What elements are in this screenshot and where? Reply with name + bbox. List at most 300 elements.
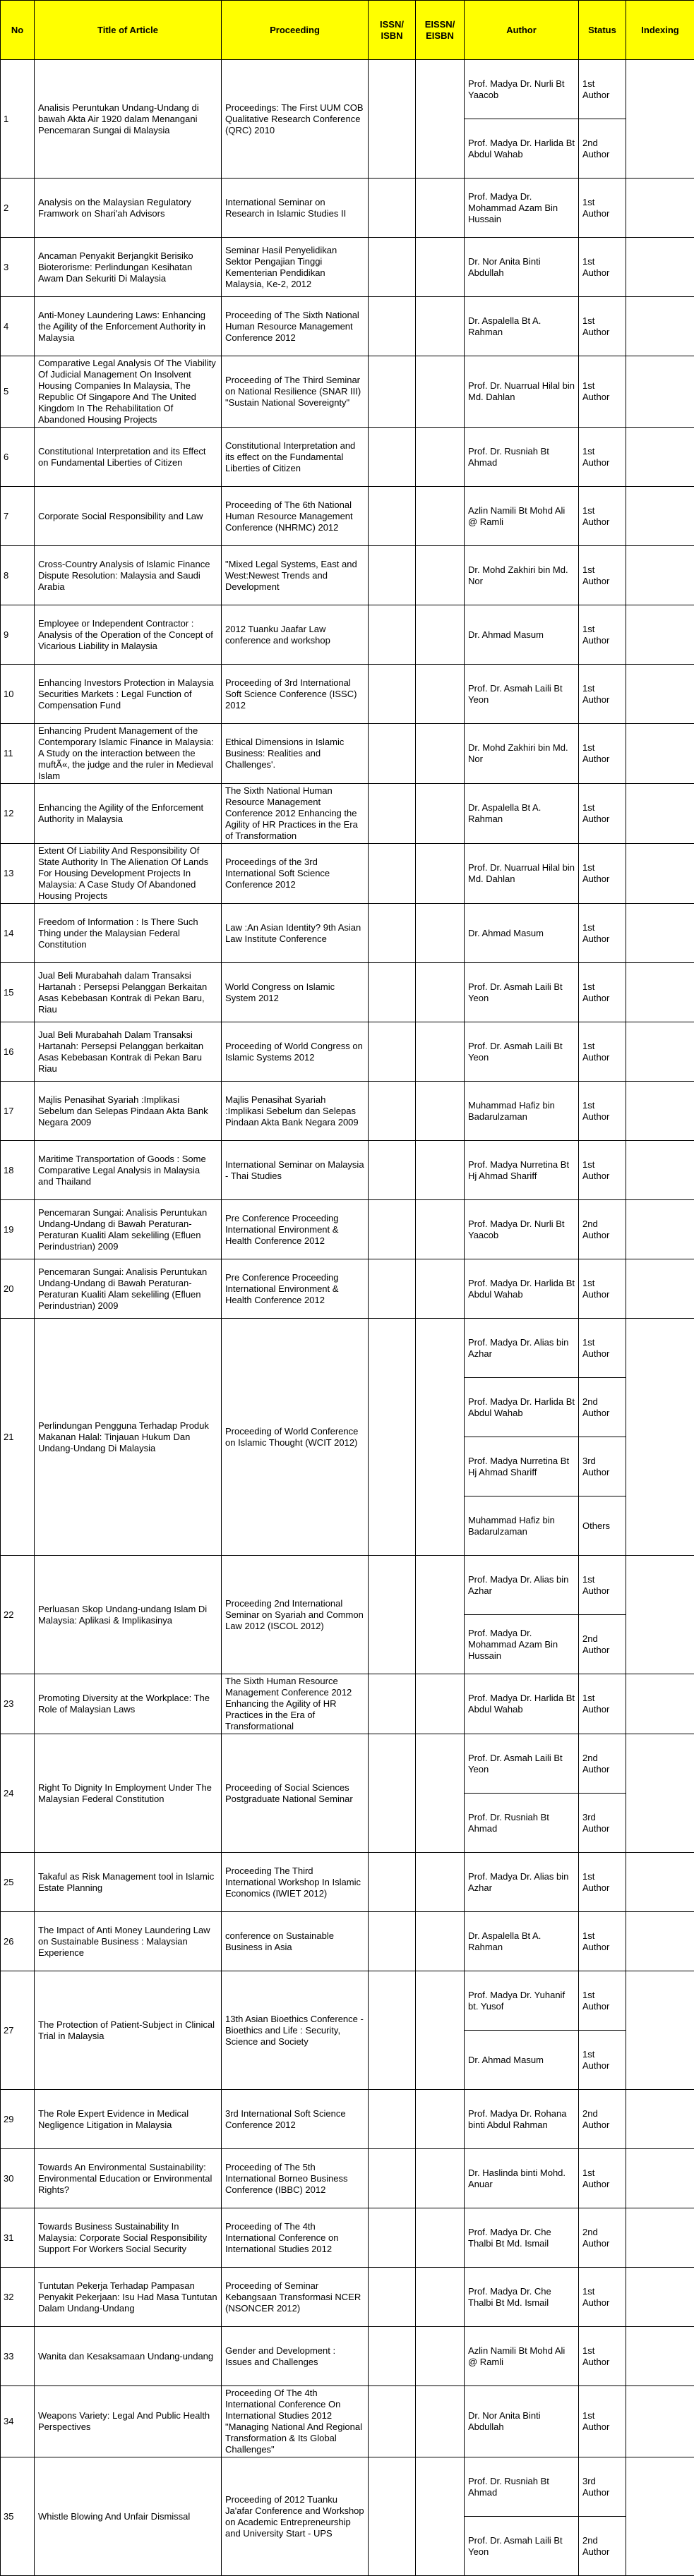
row-issn [369,1022,416,1082]
table-row [1,1674,694,1734]
row-eissn [416,1971,465,2090]
row-eissn [416,1319,465,1556]
row-issn [369,844,416,904]
row-no: 31 [1,2208,35,2268]
row-status: 2nd Author [579,2090,626,2149]
row-status: 2nd Author [579,1734,626,1794]
row-proceeding: Proceeding of 3rd International Soft Science Conference (ISSC) 2012 [222,665,369,724]
header-indexing: Indexing [626,1,694,60]
row-proceeding: Ethical Dimensions in Islamic Business: Realities and Challenges'. [222,724,369,784]
header-proceeding: Proceeding [222,1,369,60]
row-status: 1st Author [579,1674,626,1734]
row-eissn [416,844,465,904]
row-eissn [416,2268,465,2327]
row-no: 5 [1,356,35,428]
row-status: 1st Author [579,1022,626,1082]
row-status: 1st Author [579,60,626,119]
row-indexing [626,1556,694,1674]
row-eissn [416,546,465,605]
row-eissn [416,1556,465,1674]
row-indexing [626,1971,694,2090]
row-title: Majlis Penasihat Syariah :Implikasi Sebelum dan Selepas Pindaan Akta Bank Negara 2009 [35,1082,222,1141]
row-no: 11 [1,724,35,784]
row-indexing [626,1674,694,1734]
row-proceeding: International Seminar on Research in Islamic Studies II [222,179,369,238]
row-indexing [626,60,694,179]
row-title: Comparative Legal Analysis Of The Viability Of Judicial Management On Insolvent Housing Companies In Malaysia, The Republic Of Singapore And The United Kingdom In The Rehabilitation Of Abandoned Housing Projects [35,356,222,428]
row-issn [369,724,416,784]
table-row [1,1556,694,1615]
row-status: 2nd Author [579,119,626,179]
row-author: Prof. Madya Dr. Yuhanif bt. Yusof [465,1971,579,2031]
row-indexing [626,605,694,665]
table-row [1,2149,694,2208]
row-status: 3rd Author [579,2457,626,2517]
row-title: Ancaman Penyakit Berjangkit Berisiko Bioterorisme: Perlindungan Kesihatan Awam Dan Sekuriti Di Malaysia [35,238,222,297]
row-author: Prof. Madya Dr. Harlida Bt Abdul Wahab [465,1259,579,1319]
row-issn [369,963,416,1022]
table-row [1,238,694,297]
table-row [1,428,694,487]
row-eissn [416,665,465,724]
row-no: 35 [1,2457,35,2576]
row-no: 9 [1,605,35,665]
row-status: 1st Author [579,784,626,844]
row-issn [369,1082,416,1141]
table-row [1,1319,694,1378]
row-no: 20 [1,1259,35,1319]
row-issn [369,238,416,297]
row-status: 2nd Author [579,1615,626,1674]
row-title: Perluasan Skop Undang-undang Islam Di Malaysia: Aplikasi & Implikasinya [35,1556,222,1674]
table-row [1,2327,694,2386]
row-eissn [416,1912,465,1971]
row-title: Pencemaran Sungai: Analisis Peruntukan Undang-Undang di Bawah Peraturan-Peraturan Kualiti Alam sekeliling (Efluen Perindustrian) 2009 [35,1200,222,1259]
row-no: 30 [1,2149,35,2208]
row-author: Prof. Madya Dr. Harlida Bt Abdul Wahab [465,1674,579,1734]
row-title: Towards An Environmental Sustainability: Environmental Education or Environmental Rights? [35,2149,222,2208]
row-eissn [416,724,465,784]
row-author: Dr. Nor Anita Binti Abdullah [465,238,579,297]
row-eissn [416,2327,465,2386]
row-status: 1st Author [579,356,626,428]
row-author: Prof. Madya Dr. Harlida Bt Abdul Wahab [465,119,579,179]
row-author: Prof. Madya Dr. Mohammad Azam Bin Hussain [465,1615,579,1674]
row-title: Anti-Money Laundering Laws: Enhancing the Agility of the Enforcement Authority in Malaysia [35,297,222,356]
row-status: 1st Author [579,904,626,963]
row-eissn [416,1259,465,1319]
row-proceeding: World Congress on Islamic System 2012 [222,963,369,1022]
row-no: 17 [1,1082,35,1141]
row-issn [369,1734,416,1853]
row-author: Prof. Madya Dr. Che Thalbi Bt Md. Ismail [465,2268,579,2327]
row-proceeding: 13th Asian Bioethics Conference - Bioethics and Life : Security, Science and Society [222,1971,369,2090]
row-author: Dr. Ahmad Masum [465,904,579,963]
row-proceeding: Pre Conference Proceeding International Environment & Health Conference 2012 [222,1259,369,1319]
row-author: Muhammad Hafiz bin Badarulzaman [465,1496,579,1556]
row-no: 2 [1,179,35,238]
row-status: 1st Author [579,2327,626,2386]
row-title: Cross-Country Analysis of Islamic Finance Dispute Resolution: Malaysia and Saudi Arabia [35,546,222,605]
row-title: Takaful as Risk Management tool in Islamic Estate Planning [35,1853,222,1912]
row-issn [369,2090,416,2149]
row-eissn [416,784,465,844]
row-issn [369,1319,416,1556]
row-no: 26 [1,1912,35,1971]
row-status: 3rd Author [579,1437,626,1496]
row-indexing [626,1734,694,1853]
row-title: Tuntutan Pekerja Terhadap Pampasan Penyakit Pekerjaan: Isu Had Masa Tuntutan Dalam Undang-Undang [35,2268,222,2327]
row-eissn [416,179,465,238]
row-status: 1st Author [579,963,626,1022]
row-indexing [626,1259,694,1319]
table-row [1,844,694,904]
row-proceeding: Proceeding of The Sixth National Human Resource Management Conference 2012 [222,297,369,356]
row-status: 2nd Author [579,2208,626,2268]
row-status: 1st Author [579,238,626,297]
row-author: Dr. Mohd Zakhiri bin Md. Nor [465,546,579,605]
table-row [1,2457,694,2517]
row-no: 16 [1,1022,35,1082]
row-indexing [626,784,694,844]
row-no: 18 [1,1141,35,1200]
table-row [1,1734,694,1794]
row-author: Dr. Haslinda binti Mohd. Anuar [465,2149,579,2208]
row-issn [369,2208,416,2268]
row-indexing [626,546,694,605]
row-issn [369,2149,416,2208]
row-no: 14 [1,904,35,963]
table-row [1,2268,694,2327]
row-issn [369,356,416,428]
row-status: 1st Author [579,844,626,904]
table-row [1,60,694,119]
row-no: 13 [1,844,35,904]
row-issn [369,428,416,487]
row-indexing [626,2090,694,2149]
row-no: 22 [1,1556,35,1674]
row-proceeding: International Seminar on Malaysia - Thai Studies [222,1141,369,1200]
table-body [1,60,694,2576]
row-proceeding: Law :An Asian Identity? 9th Asian Law Institute Conference [222,904,369,963]
table-row [1,1853,694,1912]
header-status: Status [579,1,626,60]
row-title: Corporate Social Responsibility and Law [35,487,222,546]
row-status: 1st Author [579,297,626,356]
row-indexing [626,1200,694,1259]
row-author: Prof. Dr. Rusniah Bt Ahmad [465,428,579,487]
row-eissn [416,2149,465,2208]
row-proceeding: Proceeding of 2012 Tuanku Ja'afar Conference and Workshop on Academic Entrepreneurship and University Start - UPS [222,2457,369,2576]
row-status: 1st Author [579,1141,626,1200]
row-proceeding: Proceeding The Third International Workshop In Islamic Economics (IWIET 2012) [222,1853,369,1912]
row-title: Constitutional Interpretation and its Effect on Fundamental Liberties of Citizen [35,428,222,487]
row-issn [369,2327,416,2386]
row-status: 2nd Author [579,1378,626,1437]
row-no: 6 [1,428,35,487]
row-status: 1st Author [579,546,626,605]
row-issn [369,2457,416,2576]
row-indexing [626,2457,694,2576]
table-row [1,904,694,963]
row-indexing [626,356,694,428]
row-author: Azlin Namili Bt Mohd Ali @ Ramli [465,487,579,546]
row-title: Jual Beli Murabahah Dalam Transaksi Hartanah: Persepsi Pelanggan berkaitan Asas Kebebasan Kontrak di Pekan Baru Riau [35,1022,222,1082]
row-eissn [416,1141,465,1200]
row-proceeding: 3rd International Soft Science Conference 2012 [222,2090,369,2149]
row-no: 12 [1,784,35,844]
row-indexing [626,487,694,546]
row-author: Prof. Madya Dr. Alias bin Azhar [465,1556,579,1615]
row-author: Dr. Aspalella Bt A. Rahman [465,784,579,844]
row-title: Enhancing the Agility of the Enforcement Authority in Malaysia [35,784,222,844]
row-author: Prof. Dr. Asmah Laili Bt Yeon [465,665,579,724]
row-author: Dr. Aspalella Bt A. Rahman [465,297,579,356]
row-issn [369,605,416,665]
row-eissn [416,1200,465,1259]
row-indexing [626,2208,694,2268]
row-author: Prof. Madya Dr. Mohammad Azam Bin Hussain [465,179,579,238]
row-indexing [626,2386,694,2457]
row-eissn [416,60,465,179]
row-status: 3rd Author [579,1794,626,1853]
row-no: 15 [1,963,35,1022]
row-title: Perlindungan Pengguna Terhadap Produk Makanan Halal: Tinjauan Hukum Dan Undang-Undang Di Malaysia [35,1319,222,1556]
row-no: 32 [1,2268,35,2327]
row-eissn [416,356,465,428]
row-eissn [416,1853,465,1912]
row-status: 1st Author [579,605,626,665]
row-proceeding: Proceeding Of The 4th International Conference On International Studies 2012 "Managing National And Regional Transformation & Its Global Challenges" [222,2386,369,2457]
row-author: Azlin Namili Bt Mohd Ali @ Ramli [465,2327,579,2386]
row-author: Prof. Madya Dr. Che Thalbi Bt Md. Ismail [465,2208,579,2268]
row-title: Enhancing Prudent Management of the Contemporary Islamic Finance in Malaysia: A Study on the interaction between the muftÃ«, the judge and the ruler in Medieval Islam [35,724,222,784]
row-title: Wanita dan Kesaksamaan Undang-undang [35,2327,222,2386]
table-row [1,605,694,665]
row-proceeding: Proceedings of the 3rd International Soft Science Conference 2012 [222,844,369,904]
row-status: 1st Author [579,1971,626,2031]
row-indexing [626,428,694,487]
row-status: 1st Author [579,1912,626,1971]
row-indexing [626,1082,694,1141]
row-no: 7 [1,487,35,546]
header-row [1,1,694,60]
row-author: Dr. Nor Anita Binti Abdullah [465,2386,579,2457]
row-eissn [416,963,465,1022]
row-indexing [626,904,694,963]
table-row [1,1022,694,1082]
row-author: Prof. Madya Nurretina Bt Hj Ahmad Shariff [465,1141,579,1200]
row-title: Jual Beli Murabahah dalam Transaksi Hartanah : Persepsi Pelanggan Berkaitan Asas Kebebasan Kontrak di Pekan Baru, Riau [35,963,222,1022]
row-indexing [626,844,694,904]
row-status: 1st Author [579,1082,626,1141]
table-row [1,1141,694,1200]
row-no: 10 [1,665,35,724]
row-eissn [416,1022,465,1082]
row-title: The Role Expert Evidence in Medical Negligence Litigation in Malaysia [35,2090,222,2149]
row-status: 1st Author [579,1319,626,1378]
header-author: Author [465,1,579,60]
row-no: 34 [1,2386,35,2457]
row-indexing [626,724,694,784]
row-issn [369,1971,416,2090]
row-eissn [416,2386,465,2457]
row-proceeding: Proceeding of The 5th International Borneo Business Conference (IBBC) 2012 [222,2149,369,2208]
table-row [1,1259,694,1319]
row-title: Right To Dignity In Employment Under The Malaysian Federal Constitution [35,1734,222,1853]
row-author: Dr. Ahmad Masum [465,2031,579,2090]
row-author: Prof. Madya Dr. Alias bin Azhar [465,1319,579,1378]
row-indexing [626,2149,694,2208]
row-title: Towards Business Sustainability In Malaysia: Corporate Social Responsibility Support For Workers Social Security [35,2208,222,2268]
row-author: Prof. Dr. Rusniah Bt Ahmad [465,2457,579,2517]
row-status: 1st Author [579,2149,626,2208]
table-row [1,1912,694,1971]
row-title: Enhancing Investors Protection in Malaysia Securities Markets : Legal Function of Compensation Fund [35,665,222,724]
row-eissn [416,428,465,487]
row-author: Dr. Ahmad Masum [465,605,579,665]
row-proceeding: Seminar Hasil Penyelidikan Sektor Pengajian Tinggi Kementerian Pendidikan Malaysia, Ke-2, 2012 [222,238,369,297]
row-title: Whistle Blowing And Unfair Dismissal [35,2457,222,2576]
row-issn [369,1141,416,1200]
row-no: 27 [1,1971,35,2090]
row-author: Prof. Madya Dr. Rohana binti Abdul Rahman [465,2090,579,2149]
row-proceeding: Proceeding of The Third Seminar on National Resilience (SNAR III) "Sustain National Sovereignty" [222,356,369,428]
row-issn [369,904,416,963]
row-author: Prof. Dr. Asmah Laili Bt Yeon [465,963,579,1022]
row-issn [369,665,416,724]
row-status: 1st Author [579,665,626,724]
row-author: Prof. Dr. Asmah Laili Bt Yeon [465,1022,579,1082]
row-eissn [416,1674,465,1734]
row-no: 21 [1,1319,35,1556]
table-row [1,2208,694,2268]
row-title: The Impact of Anti Money Laundering Law on Sustainable Business : Malaysian Experience [35,1912,222,1971]
row-issn [369,1853,416,1912]
row-proceeding: Proceedings: The First UUM COB Qualitative Research Conference (QRC) 2010 [222,60,369,179]
table-row [1,784,694,844]
row-status: 1st Author [579,1556,626,1615]
row-no: 29 [1,2090,35,2149]
row-issn [369,487,416,546]
row-eissn [416,2090,465,2149]
row-indexing [626,1912,694,1971]
header-eissn: EISSN/ EISBN [416,1,465,60]
row-proceeding: Proceeding of Social Sciences Postgraduate National Seminar [222,1734,369,1853]
row-author: Prof. Madya Dr. Nurli Bt Yaacob [465,60,579,119]
row-author: Muhammad Hafiz bin Badarulzaman [465,1082,579,1141]
row-proceeding: Proceeding 2nd International Seminar on Syariah and Common Law 2012 (ISCOL 2012) [222,1556,369,1674]
table-row [1,546,694,605]
row-indexing [626,665,694,724]
row-indexing [626,2268,694,2327]
row-proceeding: Pre Conference Proceeding International Environment & Health Conference 2012 [222,1200,369,1259]
row-eissn [416,1734,465,1853]
table-row [1,1200,694,1259]
row-indexing [626,238,694,297]
row-indexing [626,963,694,1022]
row-title: Promoting Diversity at the Workplace: The Role of Malaysian Laws [35,1674,222,1734]
header-title: Title of Article [35,1,222,60]
row-proceeding: Proceeding of Seminar Kebangsaan Transformasi NCER (NSONCER 2012) [222,2268,369,2327]
row-author: Dr. Aspalella Bt A. Rahman [465,1912,579,1971]
row-title: Freedom of Information : Is There Such Thing under the Malaysian Federal Constitution [35,904,222,963]
row-status: 1st Author [579,2268,626,2327]
row-proceeding: The Sixth National Human Resource Management Conference 2012 Enhancing the Agility of HR Practices in the Era of Transformation [222,784,369,844]
table-row [1,724,694,784]
row-proceeding: Constitutional Interpretation and its effect on the Fundamental Liberties of Citizen [222,428,369,487]
row-title: The Protection of Patient-Subject in Clinical Trial in Malaysia [35,1971,222,2090]
row-title: Pencemaran Sungai: Analisis Peruntukan Undang-Undang di Bawah Peraturan-Peraturan Kualiti Alam sekeliling (Efluen Perindustrian) 2009 [35,1259,222,1319]
row-status: 1st Author [579,1853,626,1912]
row-eissn [416,487,465,546]
row-proceeding: "Mixed Legal Systems, East and West:Newest Trends and Development [222,546,369,605]
row-title: Maritime Transportation of Goods : Some Comparative Legal Analysis in Malaysia and Thailand [35,1141,222,1200]
row-indexing [626,179,694,238]
row-eissn [416,238,465,297]
row-proceeding: Proceeding of World Congress on Islamic Systems 2012 [222,1022,369,1082]
row-issn [369,1259,416,1319]
row-proceeding: Proceeding of World Conference on Islamic Thought (WCIT 2012) [222,1319,369,1556]
row-issn [369,1556,416,1674]
row-status: 2nd Author [579,2517,626,2576]
row-author: Prof. Madya Dr. Harlida Bt Abdul Wahab [465,1378,579,1437]
row-status: 1st Author [579,487,626,546]
row-author: Prof. Madya Dr. Nurli Bt Yaacob [465,1200,579,1259]
row-author: Prof. Dr. Nuarrual Hilal bin Md. Dahlan [465,356,579,428]
row-no: 4 [1,297,35,356]
row-status: 1st Author [579,179,626,238]
row-no: 3 [1,238,35,297]
row-issn [369,546,416,605]
row-issn [369,2268,416,2327]
table-row [1,2090,694,2149]
table-row [1,297,694,356]
row-eissn [416,2208,465,2268]
table-row [1,963,694,1022]
row-author: Prof. Dr. Asmah Laili Bt Yeon [465,1734,579,1794]
row-author: Prof. Dr. Rusniah Bt Ahmad [465,1794,579,1853]
row-status: 1st Author [579,428,626,487]
row-eissn [416,605,465,665]
row-issn [369,179,416,238]
table-row [1,1971,694,2031]
row-title: Employee or Independent Contractor : Analysis of the Operation of the Concept of Vicarious Liability in Malaysia [35,605,222,665]
row-issn [369,1912,416,1971]
row-eissn [416,297,465,356]
row-proceeding: Majlis Penasihat Syariah :Implikasi Sebelum dan Selepas Pindaan Akta Bank Negara 2009 [222,1082,369,1141]
row-no: 1 [1,60,35,179]
row-author: Prof. Madya Dr. Alias bin Azhar [465,1853,579,1912]
row-title: Weapons Variety: Legal And Public Health Perspectives [35,2386,222,2457]
row-proceeding: 2012 Tuanku Jaafar Law conference and workshop [222,605,369,665]
row-issn [369,60,416,179]
table-row [1,356,694,428]
row-status: 1st Author [579,1259,626,1319]
row-eissn [416,1082,465,1141]
row-status: 1st Author [579,2031,626,2090]
row-proceeding: Proceeding of The 4th International Conference on International Studies 2012 [222,2208,369,2268]
row-author: Prof. Dr. Nuarrual Hilal bin Md. Dahlan [465,844,579,904]
table-row [1,2386,694,2457]
row-issn [369,784,416,844]
row-no: 19 [1,1200,35,1259]
row-indexing [626,1319,694,1556]
header-issn: ISSN/ ISBN [369,1,416,60]
row-proceeding: Gender and Development : Issues and Challenges [222,2327,369,2386]
row-author: Dr. Mohd Zakhiri bin Md. Nor [465,724,579,784]
row-no: 8 [1,546,35,605]
